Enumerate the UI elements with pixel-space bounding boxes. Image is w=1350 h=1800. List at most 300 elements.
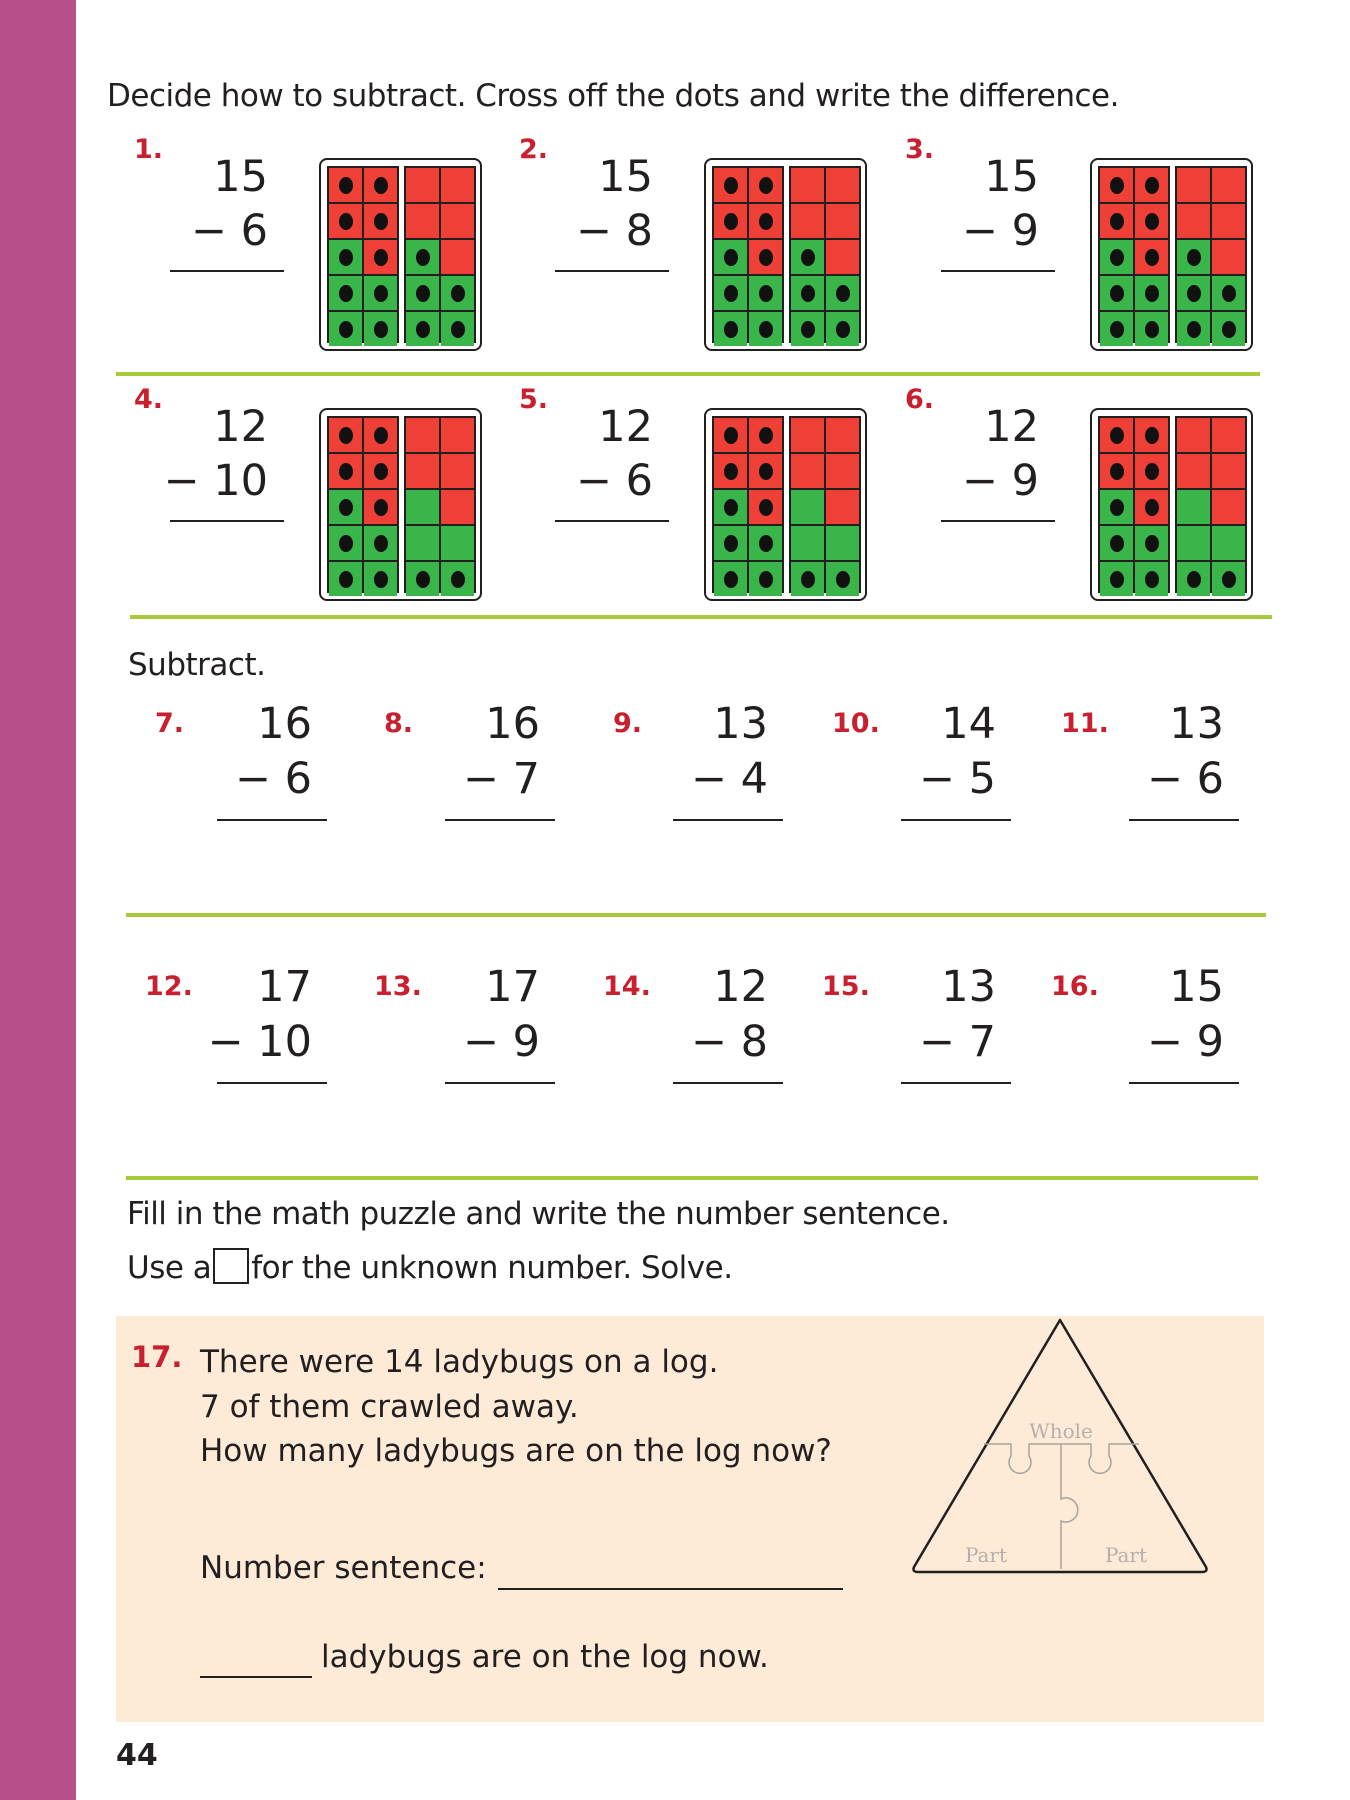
counter-dot-icon (836, 571, 850, 588)
ten-frame-block (327, 166, 399, 343)
ten-frame-cell[interactable] (406, 204, 439, 238)
ten-frame-cell[interactable] (364, 454, 397, 488)
ten-frame-cell[interactable] (1135, 204, 1168, 238)
counter-dot-icon (1110, 249, 1124, 266)
counter-dot-icon (374, 571, 388, 588)
answer-line[interactable] (941, 520, 1055, 522)
minuend: 15 (1169, 962, 1224, 1012)
counter-dot-icon (374, 321, 388, 338)
counter-dot-icon (759, 427, 773, 444)
subtrahend: − 9 (961, 206, 1039, 256)
ten-frame-cell[interactable] (406, 418, 439, 452)
subtrahend: − 8 (575, 206, 653, 256)
answer-line[interactable] (170, 520, 284, 522)
section3-instruction-1: Fill in the math puzzle and write the number sentence. (127, 1196, 950, 1232)
ten-frame-cell[interactable] (329, 526, 362, 560)
answer-line[interactable] (445, 819, 555, 821)
ten-frame-cell[interactable] (406, 240, 439, 274)
ten-frame[interactable] (1090, 158, 1253, 351)
counter-dot-icon (836, 285, 850, 302)
problem-label: 10. (832, 708, 880, 739)
counter-dot-icon (1110, 285, 1124, 302)
counter-dot-icon (724, 571, 738, 588)
ten-frame-cell[interactable] (364, 312, 397, 346)
minuend: 16 (257, 699, 312, 749)
section1-instruction: Decide how to subtract. Cross off the dots and write the difference. (107, 78, 1119, 114)
ten-frame-cell[interactable] (749, 418, 782, 452)
ten-frame-cell[interactable] (1177, 454, 1210, 488)
ten-frame-cell[interactable] (714, 490, 747, 524)
subtrahend: − 6 (234, 754, 312, 804)
minuend: 17 (485, 962, 540, 1012)
counter-dot-icon (374, 463, 388, 480)
ten-frame-block (712, 166, 784, 343)
subtrahend: − 8 (690, 1017, 768, 1067)
ten-frame-cell[interactable] (1212, 562, 1245, 596)
puzzle-part-left-label: Part (964, 1543, 1008, 1567)
minuend: 13 (1169, 699, 1224, 749)
ten-frame-cell[interactable] (1177, 168, 1210, 202)
counter-dot-icon (759, 213, 773, 230)
ten-frame-cell[interactable] (714, 454, 747, 488)
ten-frame-cell[interactable] (1177, 276, 1210, 310)
ten-frame-cell[interactable] (406, 168, 439, 202)
counter-dot-icon (836, 321, 850, 338)
counter-dot-icon (1222, 321, 1236, 338)
answer-line[interactable] (673, 1082, 783, 1084)
minuend: 17 (257, 962, 312, 1012)
subtrahend: − 7 (918, 1017, 996, 1067)
subtrahend: − 7 (462, 754, 540, 804)
ten-frame-block (712, 416, 784, 593)
counter-dot-icon (759, 499, 773, 516)
ten-frame-block (1098, 416, 1170, 593)
problem-label: 6. (905, 384, 935, 415)
ten-frame-cell[interactable] (1100, 204, 1133, 238)
ten-frame-cell[interactable] (749, 312, 782, 346)
counter-dot-icon (1110, 321, 1124, 338)
ten-frame-cell[interactable] (749, 454, 782, 488)
counter-dot-icon (724, 427, 738, 444)
ten-frame-cell[interactable] (441, 526, 474, 560)
problem-label: 9. (613, 708, 643, 739)
problem-label: 2. (519, 134, 549, 165)
answer-line[interactable] (217, 1082, 327, 1084)
ten-frame-block (789, 166, 861, 343)
ten-frame-cell[interactable] (714, 526, 747, 560)
ten-frame-block (1098, 166, 1170, 343)
unknown-box-icon (213, 1248, 249, 1284)
problem-label: 11. (1061, 708, 1109, 739)
ten-frame-cell[interactable] (1100, 276, 1133, 310)
minuend: 13 (941, 962, 996, 1012)
ten-frame-cell[interactable] (826, 276, 859, 310)
ten-frame-cell[interactable] (826, 168, 859, 202)
ten-frame-block (789, 416, 861, 593)
counter-dot-icon (1110, 535, 1124, 552)
ten-frame-cell[interactable] (791, 312, 824, 346)
problem-label: 14. (603, 971, 651, 1002)
ten-frame-cell[interactable] (749, 240, 782, 274)
ten-frame-cell[interactable] (826, 312, 859, 346)
ten-frame-cell[interactable] (364, 168, 397, 202)
ten-frame[interactable] (319, 408, 482, 601)
ten-frame-cell[interactable] (826, 240, 859, 274)
counter-dot-icon (759, 249, 773, 266)
ten-frame-cell[interactable] (1212, 490, 1245, 524)
counter-dot-icon (416, 571, 430, 588)
ten-frame-cell[interactable] (749, 168, 782, 202)
ten-frame-cell[interactable] (791, 562, 824, 596)
counter-dot-icon (1145, 427, 1159, 444)
counter-dot-icon (759, 535, 773, 552)
ten-frame-cell[interactable] (791, 526, 824, 560)
counter-dot-icon (759, 463, 773, 480)
counter-dot-icon (1145, 535, 1159, 552)
ten-frame-cell[interactable] (1135, 312, 1168, 346)
answer-line[interactable] (445, 1082, 555, 1084)
ten-frame-cell[interactable] (329, 312, 362, 346)
counter-dot-icon (374, 427, 388, 444)
answer-line[interactable] (901, 1082, 1011, 1084)
ten-frame-cell[interactable] (749, 526, 782, 560)
divider (126, 1176, 1258, 1180)
ten-frame-cell[interactable] (1177, 204, 1210, 238)
subtrahend: − 6 (190, 206, 268, 256)
problem-label: 8. (384, 708, 414, 739)
ten-frame-cell[interactable] (826, 490, 859, 524)
ten-frame-cell[interactable] (1212, 418, 1245, 452)
ten-frame-cell[interactable] (441, 240, 474, 274)
ten-frame-cell[interactable] (1135, 276, 1168, 310)
ten-frame-cell[interactable] (826, 454, 859, 488)
ten-frame-cell[interactable] (1212, 526, 1245, 560)
counter-dot-icon (374, 285, 388, 302)
counter-dot-icon (374, 177, 388, 194)
counter-dot-icon (1187, 571, 1201, 588)
subtrahend: − 10 (207, 1017, 312, 1067)
minuend: 14 (941, 699, 996, 749)
ten-frame-cell[interactable] (1212, 312, 1245, 346)
ten-frame-cell[interactable] (329, 204, 362, 238)
ten-frame-cell[interactable] (1212, 168, 1245, 202)
answer-line[interactable] (673, 819, 783, 821)
ten-frame-cell[interactable] (406, 454, 439, 488)
ten-frame-cell[interactable] (1212, 204, 1245, 238)
ten-frame-cell[interactable] (791, 276, 824, 310)
problem-label: 16. (1051, 971, 1099, 1002)
ten-frame-cell[interactable] (406, 276, 439, 310)
minuend: 12 (984, 402, 1039, 452)
ten-frame-cell[interactable] (406, 526, 439, 560)
ten-frame-cell[interactable] (791, 168, 824, 202)
ten-frame-cell[interactable] (1135, 454, 1168, 488)
ten-frame-cell[interactable] (441, 276, 474, 310)
ten-frame-cell[interactable] (749, 276, 782, 310)
counter-dot-icon (1222, 571, 1236, 588)
ten-frame-cell[interactable] (441, 204, 474, 238)
counter-dot-icon (724, 535, 738, 552)
counter-dot-icon (1187, 321, 1201, 338)
ten-frame-cell[interactable] (1135, 418, 1168, 452)
answer-line[interactable] (555, 520, 669, 522)
counter-dot-icon (416, 249, 430, 266)
counter-dot-icon (451, 571, 465, 588)
ten-frame-cell[interactable] (1177, 562, 1210, 596)
ten-frame[interactable] (319, 158, 482, 351)
counter-dot-icon (339, 463, 353, 480)
section2-instruction: Subtract. (128, 647, 266, 683)
ten-frame-block (1175, 416, 1247, 593)
counter-dot-icon (1145, 571, 1159, 588)
problem-label: 4. (134, 384, 164, 415)
answer-line[interactable] (170, 270, 284, 272)
ten-frame-cell[interactable] (1177, 418, 1210, 452)
instruction-text: for the unknown number. Solve. (251, 1250, 733, 1286)
ten-frame-cell[interactable] (329, 454, 362, 488)
ten-frame-cell[interactable] (364, 490, 397, 524)
counter-dot-icon (724, 213, 738, 230)
ten-frame-cell[interactable] (441, 454, 474, 488)
problem-label: 13. (374, 971, 422, 1002)
ten-frame-cell[interactable] (364, 526, 397, 560)
counter-dot-icon (374, 535, 388, 552)
ten-frame-cell[interactable] (1100, 240, 1133, 274)
ten-frame-cell[interactable] (791, 240, 824, 274)
counter-dot-icon (1145, 499, 1159, 516)
problem-line: How many ladybugs are on the log now? (200, 1433, 832, 1469)
counter-dot-icon (451, 285, 465, 302)
divider (130, 615, 1272, 619)
counter-dot-icon (416, 285, 430, 302)
ten-frame-cell[interactable] (791, 204, 824, 238)
ten-frame-cell[interactable] (1177, 240, 1210, 274)
number-sentence-answer-line[interactable] (498, 1588, 843, 1590)
counter-dot-icon (339, 499, 353, 516)
counter-dot-icon (801, 321, 815, 338)
subtrahend: − 4 (690, 754, 768, 804)
ten-frame-cell[interactable] (791, 418, 824, 452)
minuend: 15 (598, 152, 653, 202)
ten-frame-cell[interactable] (364, 562, 397, 596)
subtrahend: − 9 (961, 456, 1039, 506)
answer-blank[interactable] (200, 1676, 312, 1678)
problem-label: 7. (155, 708, 185, 739)
ten-frame[interactable] (704, 408, 867, 601)
ten-frame-block (1175, 166, 1247, 343)
ten-frame-cell[interactable] (329, 168, 362, 202)
minuend: 15 (984, 152, 1039, 202)
answer-line[interactable] (217, 819, 327, 821)
ten-frame-cell[interactable] (1177, 490, 1210, 524)
counter-dot-icon (339, 213, 353, 230)
answer-line[interactable] (1129, 1082, 1239, 1084)
answer-line[interactable] (901, 819, 1011, 821)
ten-frame-cell[interactable] (329, 490, 362, 524)
ten-frame-cell[interactable] (406, 490, 439, 524)
ten-frame-cell[interactable] (714, 240, 747, 274)
ten-frame-cell[interactable] (749, 204, 782, 238)
word-problem-panel (116, 1316, 1264, 1722)
ten-frame-cell[interactable] (1135, 490, 1168, 524)
counter-dot-icon (724, 499, 738, 516)
subtrahend: − 5 (918, 754, 996, 804)
counter-dot-icon (1187, 249, 1201, 266)
counter-dot-icon (339, 285, 353, 302)
ten-frame-cell[interactable] (1135, 562, 1168, 596)
answer-line[interactable] (555, 270, 669, 272)
counter-dot-icon (1110, 499, 1124, 516)
ten-frame-cell[interactable] (329, 276, 362, 310)
counter-dot-icon (759, 177, 773, 194)
counter-dot-icon (374, 249, 388, 266)
ten-frame-cell[interactable] (1100, 562, 1133, 596)
counter-dot-icon (724, 463, 738, 480)
minuend: 12 (598, 402, 653, 452)
minuend: 16 (485, 699, 540, 749)
ten-frame-cell[interactable] (364, 204, 397, 238)
counter-dot-icon (451, 321, 465, 338)
ten-frame[interactable] (1090, 408, 1253, 601)
counter-dot-icon (1145, 285, 1159, 302)
ten-frame-cell[interactable] (1135, 526, 1168, 560)
ten-frame-cell[interactable] (329, 562, 362, 596)
problem-label: 3. (905, 134, 935, 165)
ten-frame-cell[interactable] (364, 240, 397, 274)
counter-dot-icon (339, 535, 353, 552)
ten-frame-cell[interactable] (1135, 240, 1168, 274)
counter-dot-icon (1110, 427, 1124, 444)
part-whole-puzzle-icon (906, 1316, 1226, 1586)
counter-dot-icon (339, 177, 353, 194)
ten-frame-cell[interactable] (1212, 454, 1245, 488)
counter-dot-icon (759, 285, 773, 302)
ten-frame-block (404, 166, 476, 343)
counter-dot-icon (1110, 177, 1124, 194)
ten-frame-cell[interactable] (791, 490, 824, 524)
ten-frame-cell[interactable] (826, 562, 859, 596)
divider (126, 913, 1266, 917)
problem-label: 17. (131, 1340, 183, 1374)
ten-frame-cell[interactable] (441, 418, 474, 452)
ten-frame-cell[interactable] (406, 562, 439, 596)
ten-frame-cell[interactable] (1212, 276, 1245, 310)
problem-label: 1. (134, 134, 164, 165)
counter-dot-icon (759, 571, 773, 588)
ten-frame-cell[interactable] (714, 418, 747, 452)
page-margin-band (0, 0, 76, 1800)
ten-frame-cell[interactable] (441, 562, 474, 596)
ten-frame-cell[interactable] (826, 204, 859, 238)
ten-frame-cell[interactable] (406, 312, 439, 346)
counter-dot-icon (1187, 285, 1201, 302)
problem-label: 5. (519, 384, 549, 415)
counter-dot-icon (1145, 463, 1159, 480)
subtrahend: − 6 (575, 456, 653, 506)
ten-frame-cell[interactable] (1100, 168, 1133, 202)
minuend: 12 (713, 962, 768, 1012)
answer-line[interactable] (1129, 819, 1239, 821)
counter-dot-icon (1145, 321, 1159, 338)
counter-dot-icon (339, 249, 353, 266)
minuend: 15 (213, 152, 268, 202)
ten-frame-cell[interactable] (749, 490, 782, 524)
ten-frame-cell[interactable] (791, 454, 824, 488)
subtrahend: − 9 (462, 1017, 540, 1067)
ten-frame[interactable] (704, 158, 867, 351)
counter-dot-icon (724, 285, 738, 302)
number-sentence-label: Number sentence: (200, 1550, 487, 1586)
ten-frame-cell[interactable] (714, 562, 747, 596)
ten-frame-cell[interactable] (1135, 168, 1168, 202)
counter-dot-icon (1110, 571, 1124, 588)
puzzle-whole-label: Whole (1029, 1419, 1093, 1443)
ten-frame-cell[interactable] (749, 562, 782, 596)
answer-line[interactable] (941, 270, 1055, 272)
answer-suffix: ladybugs are on the log now. (321, 1639, 769, 1675)
subtrahend: − 10 (163, 456, 268, 506)
subtrahend: − 9 (1146, 1017, 1224, 1067)
ten-frame-cell[interactable] (441, 312, 474, 346)
ten-frame-cell[interactable] (826, 418, 859, 452)
ten-frame-cell[interactable] (364, 418, 397, 452)
ten-frame-cell[interactable] (1177, 312, 1210, 346)
counter-dot-icon (1110, 463, 1124, 480)
counter-dot-icon (374, 213, 388, 230)
counter-dot-icon (1110, 213, 1124, 230)
counter-dot-icon (724, 177, 738, 194)
problem-line: 7 of them crawled away. (200, 1389, 579, 1425)
ten-frame-cell[interactable] (714, 312, 747, 346)
counter-dot-icon (1145, 249, 1159, 266)
counter-dot-icon (374, 499, 388, 516)
ten-frame-cell[interactable] (329, 240, 362, 274)
ten-frame-cell[interactable] (1100, 418, 1133, 452)
ten-frame-cell[interactable] (714, 168, 747, 202)
counter-dot-icon (416, 321, 430, 338)
problem-line: There were 14 ladybugs on a log. (200, 1344, 719, 1380)
ten-frame-cell[interactable] (1212, 240, 1245, 274)
problem-label: 15. (822, 971, 870, 1002)
ten-frame-block (327, 416, 399, 593)
counter-dot-icon (801, 571, 815, 588)
counter-dot-icon (724, 321, 738, 338)
ten-frame-cell[interactable] (714, 276, 747, 310)
counter-dot-icon (339, 321, 353, 338)
problem-label: 12. (145, 971, 193, 1002)
counter-dot-icon (759, 321, 773, 338)
ten-frame-cell[interactable] (329, 418, 362, 452)
ten-frame-cell[interactable] (364, 276, 397, 310)
counter-dot-icon (1222, 285, 1236, 302)
minuend: 13 (713, 699, 768, 749)
ten-frame-block (404, 416, 476, 593)
ten-frame-cell[interactable] (441, 490, 474, 524)
divider (116, 372, 1260, 376)
puzzle-part-right-label: Part (1104, 1543, 1148, 1567)
ten-frame-cell[interactable] (826, 526, 859, 560)
ten-frame-cell[interactable] (1100, 526, 1133, 560)
counter-dot-icon (339, 571, 353, 588)
ten-frame-cell[interactable] (1100, 454, 1133, 488)
counter-dot-icon (724, 249, 738, 266)
ten-frame-cell[interactable] (1100, 312, 1133, 346)
ten-frame-cell[interactable] (1177, 526, 1210, 560)
ten-frame-cell[interactable] (1100, 490, 1133, 524)
ten-frame-cell[interactable] (714, 204, 747, 238)
ten-frame-cell[interactable] (441, 168, 474, 202)
instruction-text: Use a (127, 1250, 212, 1286)
